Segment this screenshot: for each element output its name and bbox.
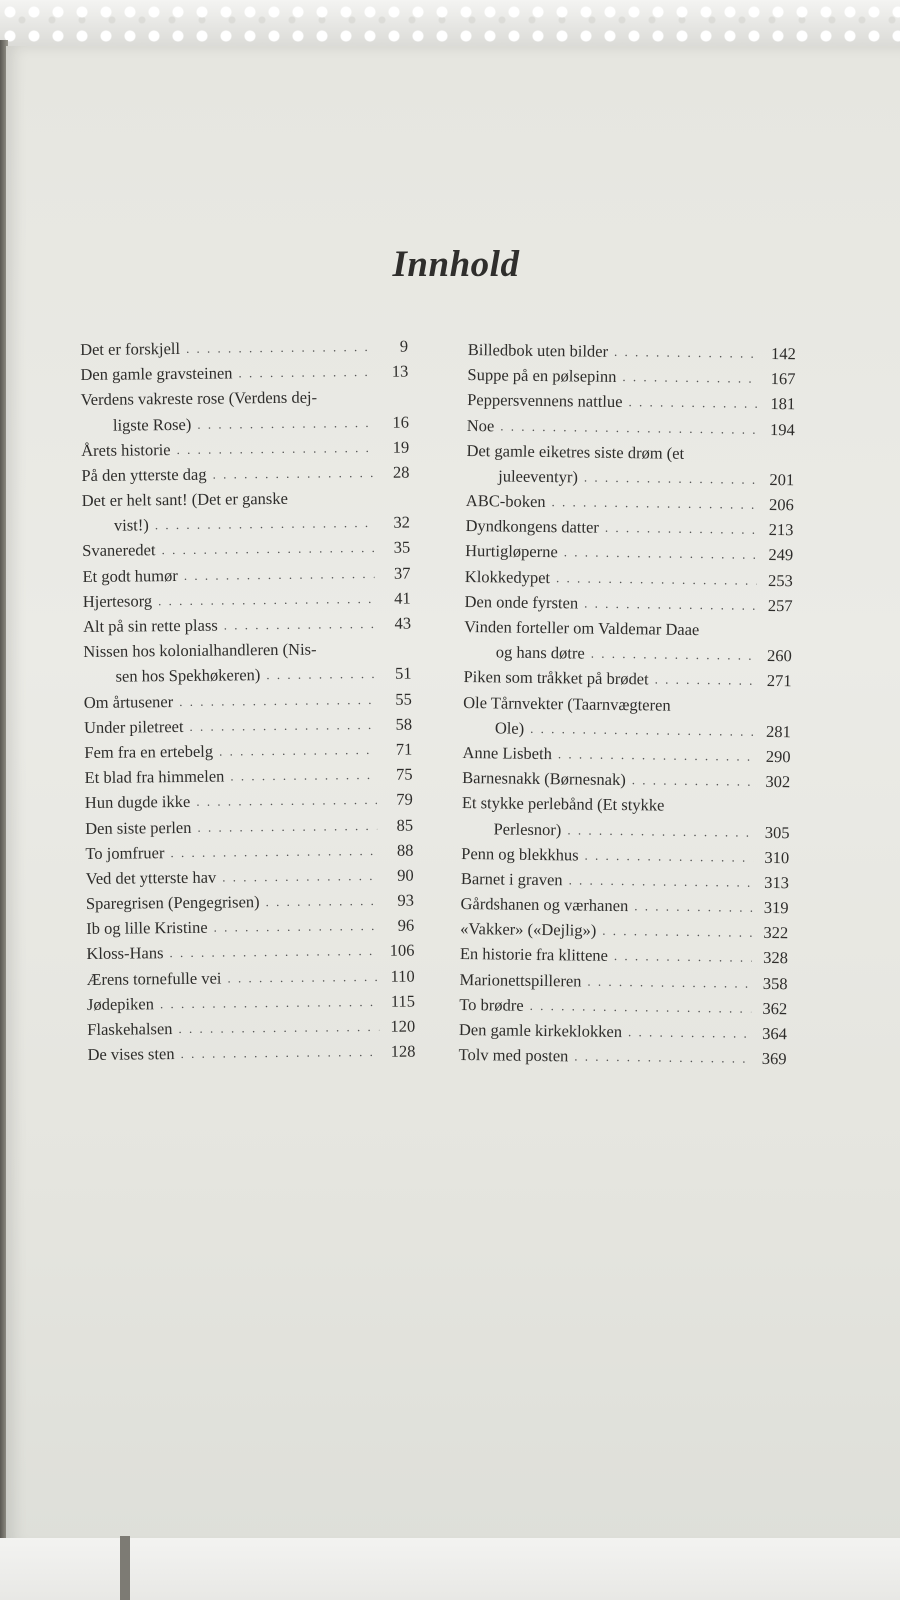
toc-entry-title: Den onde fyrsten [464, 591, 579, 613]
toc-entry-title: juleeventyr) [498, 466, 579, 487]
toc-entry-title: Det er forskjell [80, 338, 181, 359]
toc-entry-title: Et godt humør [82, 565, 178, 586]
dot-leader [197, 409, 373, 436]
toc-entry [84, 686, 412, 715]
toc-page-number: 281 [765, 721, 791, 742]
toc-entry [83, 585, 411, 614]
toc-entry-title: sen hos Spekhøkeren) [115, 665, 261, 687]
toc-page-number: 313 [764, 872, 790, 893]
page-edge-gap [120, 1536, 130, 1600]
dot-leader [634, 893, 753, 920]
dot-leader [530, 716, 755, 744]
toc-page-number: 71 [395, 739, 413, 759]
toc-entry [86, 888, 414, 917]
toc-page-number: 90 [397, 865, 414, 885]
toc-page-number: 167 [770, 369, 796, 389]
toc-entry [87, 963, 415, 992]
toc-entry-title: Alt på sin rette plass [82, 615, 218, 637]
toc-page-number: 88 [396, 840, 414, 860]
dot-leader [161, 535, 374, 562]
dot-leader [556, 565, 757, 593]
toc-right-column [458, 337, 796, 1072]
toc-entry-title: En historie fra klittene [459, 944, 609, 966]
dot-leader [622, 364, 759, 391]
dot-leader [230, 762, 377, 789]
toc-entry-title: Anne Lisbeth [462, 742, 553, 764]
toc-entry-title: ligste Rose) [112, 414, 192, 435]
toc-entry-title: De vises sten [87, 1044, 175, 1065]
dot-leader [628, 1019, 751, 1046]
dot-leader [568, 867, 753, 895]
dot-leader [584, 590, 757, 617]
toc-page-number: 302 [765, 772, 791, 792]
toc-entry [87, 988, 415, 1017]
toc-entry-title: Peppersvennens nattlue [467, 390, 623, 412]
toc-entry [85, 837, 413, 866]
toc-page-number: 32 [393, 512, 411, 533]
toc-entry-title: Ole) [494, 718, 525, 738]
toc-entry-title: Fem fra en ertebelg [84, 741, 214, 762]
toc-page-number: 85 [396, 815, 414, 835]
toc-entry [80, 334, 408, 363]
toc-page-number: 206 [768, 495, 794, 515]
dot-leader [655, 667, 756, 694]
toc-page-number: 106 [389, 941, 415, 961]
toc-entry [458, 1042, 786, 1071]
dot-leader [214, 913, 379, 940]
toc-entry-title: Penn og blekkhus [461, 843, 579, 865]
dot-leader [591, 641, 756, 668]
toc-entry [83, 611, 411, 640]
toc-page-number: 120 [390, 1016, 416, 1036]
toc-page-number: 16 [392, 412, 410, 432]
toc-entry [81, 459, 409, 488]
dot-leader [587, 968, 751, 995]
dot-leader [602, 918, 752, 945]
toc-page-number: 51 [394, 663, 412, 684]
dot-leader [212, 460, 373, 487]
toc-entry-title: To brødre [459, 994, 524, 1015]
toc-entry [86, 913, 414, 942]
toc-entry-title: Tolv med posten [458, 1045, 569, 1066]
dot-leader [551, 489, 758, 517]
toc-page-number: 249 [768, 545, 794, 565]
toc-entry-title: ABC-boken [465, 491, 546, 512]
dot-leader [584, 842, 753, 869]
toc-page-number: 260 [766, 646, 792, 666]
dot-leader [614, 339, 760, 366]
toc-entry-title: og hans døtre [495, 642, 585, 663]
dot-leader [196, 787, 377, 814]
dot-leader [584, 464, 759, 491]
toc-entry-title: Sparegrisen (Pengegrisen) [85, 892, 260, 914]
toc-entry-title: Det gamle eiketres siste drøm (et [466, 440, 685, 463]
lace-tablecloth [0, 0, 900, 50]
toc-page-number: 96 [397, 915, 415, 936]
toc-page-number: 362 [762, 998, 788, 1019]
toc-page-number: 253 [767, 570, 793, 590]
table-surface [0, 1538, 900, 1600]
toc-page-number: 41 [394, 588, 411, 608]
dot-leader [574, 1044, 751, 1072]
toc-entry-title: Vinden forteller om Valdemar Daae [464, 617, 700, 640]
dot-leader [160, 989, 379, 1016]
toc-page-number: 328 [763, 948, 789, 968]
toc-entry [86, 862, 414, 891]
toc-page-number: 271 [766, 671, 792, 691]
dot-leader [529, 993, 751, 1021]
toc-entry [82, 485, 410, 514]
dot-leader [186, 334, 372, 361]
toc-entry-title: Den gamle gravsteinen [80, 363, 233, 385]
toc-entry-title: Om årtusener [83, 691, 174, 712]
toc-page-number: 93 [397, 890, 415, 910]
dot-leader [179, 687, 376, 714]
toc-page-number: 28 [392, 462, 410, 482]
dot-leader [265, 888, 378, 914]
toc-entry-title: To jomfruer [85, 842, 165, 863]
toc-page-number: 194 [769, 419, 795, 439]
toc-entry-title: «Vakker» («Dejlig») [460, 919, 597, 941]
dot-leader [266, 661, 375, 687]
toc-entry-title: vist!) [113, 515, 149, 535]
toc-page-number: 142 [770, 343, 796, 364]
toc-page-number: 43 [394, 613, 412, 633]
toc-entry [83, 661, 411, 690]
toc-entry-title: Ved det ytterste hav [85, 867, 217, 888]
toc-page-number: 319 [763, 898, 789, 918]
toc-entry [81, 434, 409, 463]
toc-entry-title: På den ytterste dag [81, 464, 207, 485]
toc-page-number: 55 [395, 689, 412, 709]
toc-page-number: 364 [762, 1023, 788, 1044]
toc-entry-title: Ærens tornefulle vei [86, 968, 222, 989]
toc-page-number: 369 [761, 1049, 787, 1069]
toc-entry [80, 359, 408, 388]
dot-leader [184, 561, 375, 588]
toc-page-number: 310 [764, 847, 790, 867]
dot-leader [224, 611, 376, 638]
dot-leader [558, 741, 755, 769]
toc-left-column [80, 334, 416, 1068]
toc-page-number: 35 [393, 538, 411, 558]
dot-leader [197, 812, 377, 839]
toc-page-number: 181 [770, 394, 796, 414]
toc-page-number: 58 [395, 714, 413, 734]
toc-entry-title: Piken som tråkket på brødet [463, 667, 649, 689]
toc-entry-title: Flaskehalsen [87, 1019, 173, 1040]
dot-leader [178, 1014, 379, 1041]
toc-entry-title: Marionettspilleren [459, 969, 582, 991]
toc-entry-title: Et stykke perlebånd (Et stykke [461, 793, 665, 815]
toc-entry-title: Kloss-Hans [86, 943, 164, 964]
toc-entry-title: Dyndkongens datter [465, 516, 600, 538]
toc-page-number: 37 [393, 563, 411, 583]
toc-entry-title: Gårdshanen og værhanen [460, 894, 629, 916]
dot-leader [564, 540, 758, 568]
dot-leader [219, 737, 377, 764]
toc-page-number: 257 [767, 595, 793, 616]
dot-leader [605, 515, 758, 542]
toc-entry [86, 938, 414, 967]
toc-entry-title: Perlesnor) [493, 818, 562, 839]
toc-entry [84, 711, 412, 740]
toc-page-number: 128 [390, 1041, 416, 1062]
toc-entry-title: Noe [466, 415, 495, 435]
toc-entry-title: Ib og lille Kristine [86, 917, 208, 939]
toc-page-number: 19 [392, 437, 410, 457]
toc-entry-title: Barnet i graven [460, 868, 563, 890]
toc-entry-title: Billedbok uten bilder [467, 339, 609, 361]
toc-entry [82, 510, 410, 539]
toc-entry-title: Hurtigløperne [465, 541, 558, 562]
dot-leader [614, 943, 752, 970]
toc-entry-title: Den gamle kirkeklokken [458, 1019, 623, 1042]
toc-entry [85, 812, 413, 841]
toc-entry-title: Ole Tårnvekter (Taarnvægteren [463, 692, 671, 715]
toc-entry [463, 664, 791, 693]
toc-entry [81, 384, 409, 413]
toc-entry [87, 1014, 415, 1043]
toc-entry [81, 409, 409, 438]
dot-leader [222, 863, 378, 890]
toc-entry-title: Den siste perlen [85, 817, 192, 838]
toc-page-number: 358 [762, 973, 788, 993]
toc-entry-title: Barnesnakk (Børnesnak) [462, 768, 626, 790]
toc-entry [82, 560, 410, 589]
toc-entry [82, 535, 410, 564]
toc-entry-title: Årets historie [81, 439, 171, 460]
dot-leader [169, 938, 378, 965]
dot-leader [158, 586, 375, 613]
toc-entry [83, 636, 411, 665]
toc-entry [467, 413, 795, 442]
toc-entry-title: Et blad fra himmelen [84, 766, 225, 788]
toc-page-number: 305 [764, 822, 790, 842]
dot-leader [176, 435, 373, 462]
toc-entry-title: Det er helt sant! (Det er ganske [81, 488, 288, 511]
toc-entry [85, 787, 413, 816]
toc-page-number: 75 [395, 764, 413, 784]
toc-page-number: 79 [396, 789, 413, 810]
toc-page-number: 115 [390, 991, 416, 1011]
dot-leader [628, 389, 759, 416]
toc-entry-title: Svaneredet [82, 540, 156, 561]
toc-entry-title: Suppe på en pølsepinn [467, 365, 617, 387]
dot-leader [238, 359, 372, 386]
toc-entry-title: Klokkedypet [464, 566, 551, 587]
toc-entry-title: Hjertesorg [82, 591, 153, 611]
toc-entry-title: Under piletreet [83, 716, 184, 737]
toc-page-number: 322 [763, 923, 789, 943]
toc-entry-title: Jødepiken [86, 994, 154, 1014]
page-title: Innhold [392, 244, 520, 285]
dot-leader [227, 964, 379, 991]
toc-entry-title: Nissen hos kolonialhandleren (Nis- [83, 639, 317, 662]
dot-leader [567, 817, 753, 845]
toc-entry-title: Verdens vakreste rose (Verdens dej- [80, 387, 318, 410]
toc-page-number: 290 [765, 746, 791, 767]
dot-leader [155, 510, 374, 537]
toc-page-number: 110 [390, 966, 415, 986]
toc-entry [84, 737, 412, 766]
toc-entry-title: Hun dugde ikke [84, 792, 191, 813]
toc-page-number: 201 [769, 469, 795, 490]
dot-leader [170, 838, 377, 865]
dot-leader [180, 1039, 379, 1066]
toc-entry [87, 1039, 415, 1068]
dot-leader [500, 413, 759, 442]
toc-page-number: 213 [768, 520, 794, 540]
toc-page-number: 9 [399, 336, 409, 356]
dot-leader [632, 767, 755, 794]
toc-page-number: 13 [391, 361, 409, 381]
toc-entry [84, 762, 412, 791]
dot-leader [189, 712, 376, 739]
